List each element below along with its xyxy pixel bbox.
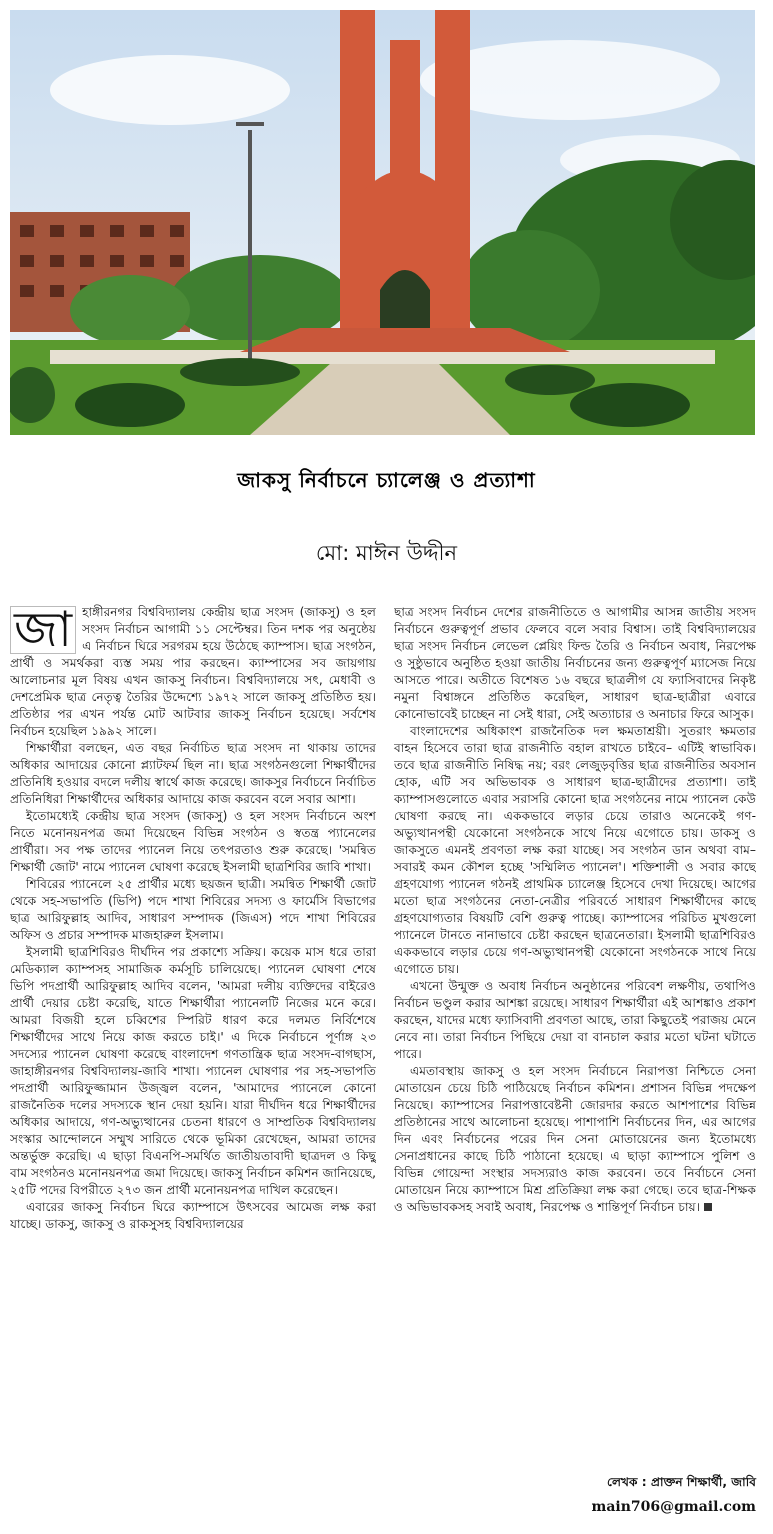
author-signature	[607, 1474, 756, 1491]
paragraph: শিবিরের প্যানেলে ২৫ প্রার্থীর মধ্যে ছয়জন ছাত্রী। সমন্বিত শিক্ষার্থী জোট থেকে সহ-সভাপতি (ভিপি) পদে শাখা শিবিরের সদস্য ও ফার্মেসি বিভাগের ছাত্র আরিফুল্লাহ আদিব, সাধারণ সম্পাদক (জিএস) পদে শাখা শিবিরের অফিস ও প্রচার সম্পাদক মাজহারুল ইসলাম।	[10, 877, 376, 942]
article-column-1	[10, 604, 376, 1534]
paragraph: ইসলামী ছাত্রশিবিরও দীর্ঘদিন পর প্রকাশ্যে সক্রিয়। কয়েক মাস ধরে তারা মেডিক্যাল ক্যাম্পসহ সামাজিক কর্মসূচি চালিয়েছে। প্যানেল ঘোষণা শেষে ভিপি পদপ্রার্থী আরিফুল্লাহ আদিব বলেন, 'আমরা দলীয় ব্যক্তিদের বাইরেও প্রার্থী দেয়ার চেষ্টা করেছি, যাতে শিক্ষার্থীরা প্যানেলটি নিজের মনে করে। আমরা বিজয়ী হলে চব্বিশের স্পিরিট ধারণ করে দলমত নির্বিশেষে শিক্ষার্থীদের সাথে নিয়ে কাজ করতে চাই।' এ দিকে নির্বাচনে পূর্ণাঙ্গ ২৩ সদস্যের প্যানেল ঘোষণা করেছে বাংলাদেশ গণতান্ত্রিক ছাত্র সংসদ-বাগছাস, জাহাঙ্গীরনগর বিশ্ববিদ্যালয়-জাবি শাখা। প্যানেল ঘোষণার পর সহ-সভাপতি পদপ্রার্থী আরিফুজ্জামান উজ্জ্বল বলেন, 'আমাদের প্যানেলে কোনো রাজনৈতিক দলের সদস্যকে স্থান দেয়া হয়নি। যারা দীর্ঘদিন ধরে শিক্ষার্থীদের অধিকার আদায়ে, গণ-অভ্যুত্থানের চেতনা ধারণে ও সাম্প্রতিক বিশ্ববিদ্যালয় সংস্কার আন্দোলনে সম্মুখ সারিতে থেকে ভূমিকা রেখেছেন, আমরা তাদের অন্তর্ভুক্ত করেছি। এ ছাড়া বিএনপি-সমর্থিত জাতীয়তাবাদী ছাত্রদল ও কিছু বাম সংগঠনও মনোনয়নপত্র জমা দিয়েছে। জাকসু নির্বাচন কমিশন জানিয়েছে, ২৫টি পদের বিপরীতে ২৭৩ জন প্রার্থী মনোনয়নপত্র দাখিল করেছেন।	[10, 945, 376, 1197]
author-description: প্রাক্তন শিক্ষার্থী, জাবি	[650, 1475, 756, 1489]
paragraph: ছাত্র সংসদ নির্বাচন দেশের রাজনীতিতে ও আগামীর আসন্ন জাতীয় সংসদ নির্বাচনে গুরুত্বপূর্ণ প্রভাব ফেলবে বলে সবার বিশ্বাস। তাই বিশ্ববিদ্যালয়ের ছাত্র সংসদ নির্বাচন লেভেল প্লেয়িং ফিল্ড তৈরি ও নির্বাচন অবাধ, নিরপেক্ষ ও সুষ্ঠুভাবে অনুষ্ঠিত হওয়া জাতীয় নির্বাচনের জন্য গুরুত্বপূর্ণ ম্যাসেজ নিয়ে আসতে পারে। অতীতে বিশেষত ১৬ বছরে ছাত্রলীগ যে ফ্যাসিবাদের নিকৃষ্ট নমুনা বিশ্বাঙ্গনে প্রতিষ্ঠিত করেছিল, সাধারণ ছাত্র-ছাত্রীরা এবারে কোনোভাবেই চাচ্ছেন না সেই ধারা, সেই অত্যাচার ও অনাচার ফিরে আসুক।	[394, 605, 756, 721]
author-label: লেখক :	[607, 1475, 647, 1489]
article-column-2	[394, 604, 756, 1466]
paragraph-text: এমতাবস্থায় জাকসু ও হল সংসদ নির্বাচনে নিরাপত্তা নিশ্চিতে সেনা মোতায়েন চেয়ে চিঠি পাঠিয়েছে নির্বাচন কমিশন। প্রশাসন বিভিন্ন পদক্ষেপ নিয়েছে। ক্যাম্পাসের নিরাপত্তাবেষ্টনী জোরদার করতে আশপাশের বিভিন্ন প্রতিষ্ঠানের সাথে আলোচনা হয়েছে। পাশাপাশি নির্বাচনের দিন, এর আগের দিন এবং নির্বাচনের পরের দিন সেনা মোতায়েনের জন্য ইতোমধ্যে সেনাপ্রধানের কাছে চিঠি পাঠানো হয়েছে। এ ছাড়া ক্যাম্পাসে পুলিশ ও বিভিন্ন গোয়েন্দা সংস্থার সদস্যরাও কাজ করবেন। তবে নির্বাচনে সেনা মোতায়েন নিয়ে ক্যাম্পাসে মিশ্র প্রতিক্রিয়া লক্ষ করা গেছে। তবে ছাত্র-শিক্ষক ও অভিভাবকসহ সবাই অবাধ, নিরপেক্ষ ও শান্তিপূর্ণ নির্বাচন চায়।	[394, 1064, 756, 1214]
article-byline: মো: মাঈন উদ্দীন	[315, 541, 458, 565]
author-email: main706@gmail.com	[591, 1499, 756, 1515]
paragraph: এবারের জাকসু নির্বাচন ঘিরে ক্যাম্পাসে উৎসবের আমেজ লক্ষ করা যাচ্ছে। ডাকসু, জাকসু ও রাকসুসহ বিশ্ববিদ্যালয়ের	[10, 1200, 376, 1231]
paragraph: এখনো উন্মুক্ত ও অবাধ নির্বাচন অনুষ্ঠানের পরিবেশ লক্ষণীয়, তথাপিও নির্বাচন ভণ্ডুল করার আশঙ্কা রয়েছে। সাধারণ শিক্ষার্থীরা এই আশঙ্কাও প্রকাশ করছেন, যাদের মধ্যে ফ্যাসিবাদী প্রবণতা আছে, তারা কিছুতেই পরাজয় মেনে নেবে না। তারা নির্বাচন পিছিয়ে দেয়া বা বানচাল করার মতো ঘটনা ঘটাতে পারে।	[394, 979, 756, 1061]
campus-monument-photo	[10, 10, 755, 435]
article-headline: জাকসু নির্বাচনে চ্যালেঞ্জ ও প্রত্যাশা	[237, 468, 536, 492]
paragraph	[394, 1063, 756, 1216]
end-mark-icon	[704, 1203, 712, 1211]
paragraph-text: হাঙ্গীরনগর বিশ্ববিদ্যালয় কেন্দ্রীয় ছাত্র সংসদ (জাকসু) ও হল সংসদ নির্বাচন আগামী ১১ সেপ্টেম্বর। তিন দশক পর অনুষ্ঠেয় এ নির্বাচন ঘিরে সরগরম হয়ে উঠেছে ক্যাম্পাস। ছাত্র সংগঠন, প্রার্থী ও সমর্থকরা ব্যস্ত সময় পার করছেন। ক্যাম্পাসের সব জায়গায় আলোচনার মূল বিষয় এখন জাকসু নির্বাচন। বিশ্ববিদ্যালয়ে সৎ, মেধাবী ও দেশপ্রেমিক ছাত্র নেতৃত্ব তৈরির উদ্দেশ্যে ১৯৭২ সালে জাকসু প্রতিষ্ঠিত হয়। প্রতিষ্ঠার পর এখন পর্যন্ত মোট আটবার জাকসু নির্বাচন হয়েছে। সর্বশেষ নির্বাচন হয়েছিল ১৯৯২ সালে।	[10, 605, 376, 738]
paragraph: বাংলাদেশের অধিকাংশ রাজনৈতিক দল ক্ষমতাশ্রয়ী। সুতরাং ক্ষমতার বাহন হিসেবে তারা ছাত্র রাজনীতি বহাল রাখতে চাইবে– এটিই স্বাভাবিক। তবে ছাত্র রাজনীতি নিষিদ্ধ নয়; বরং লেজুড়বৃত্তির ছাত্র রাজনীতির অবসান হোক, এটি সব অভিভাবক ও সাধারণ ছাত্র-ছাত্রীদের প্রত্যাশা। তাই ক্যাম্পাসগুলোতে এবার সরাসরি কোনো ছাত্র সংগঠনের নামে প্যানেল কেউ ঘোষণা করছে না। এককভাবে লড়ার চেয়ে তারাও অনেকেই গণ-অভ্যুত্থানপন্থী যেকোনো সংগঠনকে সাথে নিয়ে এগোতে চায়। ডাকসু ও জাকসুতে এমনই প্রবণতা লক্ষ করা যাচ্ছে। সব সংগঠন ডান অথবা বাম– সবারই কমন কৌশল হচ্ছে 'সম্মিলিত প্যানেল'। শক্তিশালী ও সবার কাছে গ্রহণযোগ্য প্যানেল গঠনই প্রাথমিক চ্যালেঞ্জ হিসেবে দেখা দিয়েছে। আগের মতো ছাত্র সংগঠনের নেতা-নেত্রীর পরিবর্তে সাধারণ শিক্ষার্থীদের কাছে গ্রহণযোগ্যতার বিষয়টি বেশি গুরুত্ব পাচ্ছে। ক্যাম্পাসের পরিচিত মুখগুলো প্যানেলে টানতে নানাভাবে চেষ্টা করছেন ছাত্রনেতারা। ইসলামী ছাত্রশিবিরও এককভাবে লড়ার চেয়ে গণ-অভ্যুত্থানপন্থী যেকোনো সংগঠনকে সাথে নিয়ে এগোতে চায়।	[394, 724, 756, 976]
dropcap: জা	[10, 606, 76, 654]
monument-photo-image	[10, 10, 755, 435]
paragraph: শিক্ষার্থীরা বলছেন, এত বছর নির্বাচিত ছাত্র সংসদ না থাকায় তাদের অধিকার আদায়ের কোনো প্ল্যাটফর্ম ছিল না। ছাত্র সংগঠনগুলো শিক্ষার্থীদের প্রতিনিধি হওয়ার বদলে দলীয় স্বার্থে কাজ করেছে। জাকসুর নির্বাচনে নির্বাচিত প্রতিনিধিরা শিক্ষার্থীদের অধিকার আদায়ে কাজ করবেন বলে সবার আশা।	[10, 741, 376, 806]
paragraph: ইতোমধ্যেই কেন্দ্রীয় ছাত্র সংসদ (জাকসু) ও হল সংসদ নির্বাচনে অংশ নিতে মনোনয়নপত্র জমা দিয়েছেন বিভিন্ন সংগঠন ও স্বতন্ত্র প্যানেলের প্রার্থীরা। সব পক্ষ তাদের প্যানেল নিয়ে তৎপরতাও শুরু করেছে। 'সমন্বিত শিক্ষার্থী জোট' নামে প্যানেল ঘোষণা করেছে ইসলামী ছাত্রশিবির জাবি শাখা।	[10, 809, 376, 874]
paragraph	[10, 604, 376, 740]
